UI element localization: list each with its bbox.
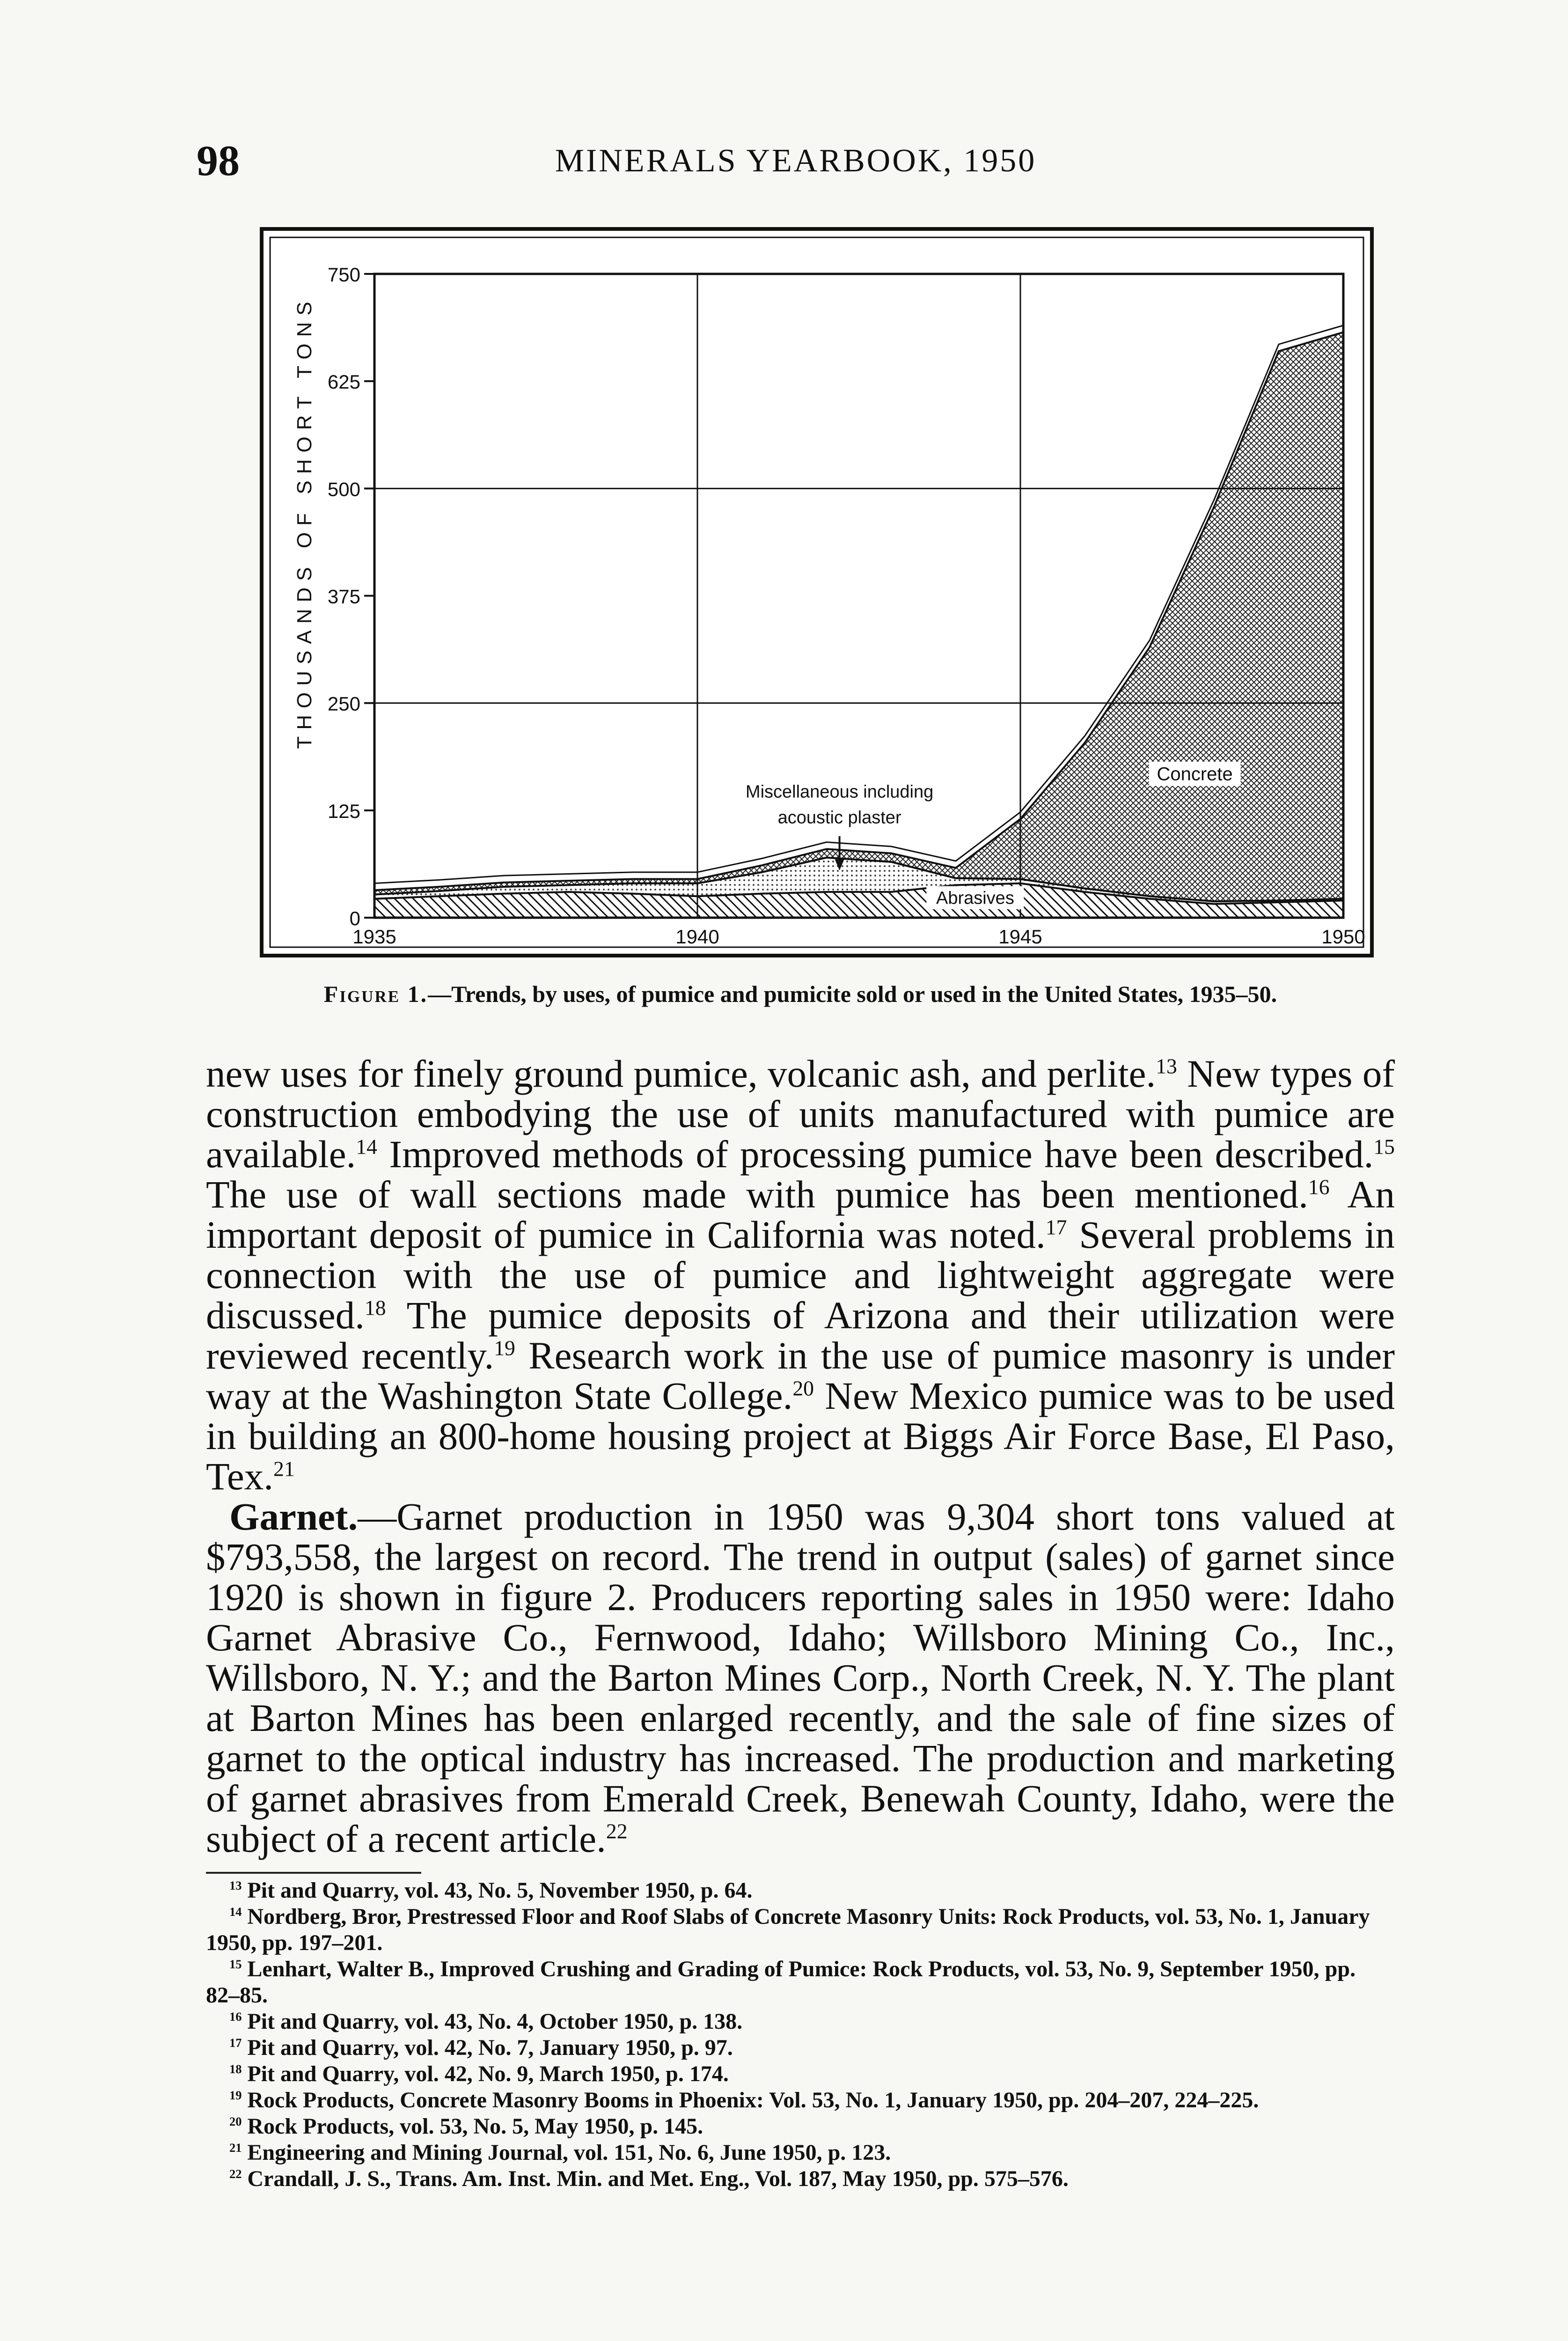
footnote-text: Pit and Quarry, vol. 42, No. 9, March 1950, p. 174.	[242, 2061, 729, 2086]
page-number: 98	[197, 137, 240, 184]
footnote-number: 15	[229, 1957, 242, 1971]
footnote	[206, 1877, 1395, 1904]
footnote-text: Pit and Quarry, vol. 43, No. 4, October 1950, p. 138.	[242, 2009, 743, 2034]
figure-label: Figure 1.	[323, 981, 428, 1007]
footnote	[206, 2009, 1395, 2035]
footnote-number: 20	[229, 2114, 242, 2128]
footnote-number: 16	[229, 2010, 242, 2024]
footnote-text: Pit and Quarry, vol. 43, No. 5, November 1950, p. 64.	[242, 1878, 753, 1903]
y-tick-label: 0	[349, 907, 360, 929]
annotation-misc-2: acoustic plaster	[777, 808, 901, 828]
running-head: MINERALS YEARBOOK, 1950	[555, 143, 1037, 179]
footnote-text: Crandall, J. S., Trans. Am. Inst. Min. and Met. Eng., Vol. 187, May 1950, pp. 575–576.	[242, 2166, 1069, 2191]
figure-caption	[206, 981, 1395, 1007]
y-tick-label: 500	[327, 478, 360, 501]
x-tick-label: 1945	[998, 926, 1042, 948]
pumice-trends-chart	[260, 227, 1374, 957]
y-tick-label: 125	[327, 800, 360, 822]
y-tick-label: 750	[327, 264, 360, 286]
footnote-text: Pit and Quarry, vol. 42, No. 7, January 1950, p. 97.	[242, 2035, 733, 2060]
footnote	[206, 2113, 1395, 2140]
annotation-misc: Miscellaneous including	[745, 782, 934, 802]
body-text	[206, 1053, 1395, 1859]
annotation-abrasives: Abrasives	[936, 888, 1014, 908]
footnote	[206, 2035, 1395, 2061]
footnote-text: Rock Products, Concrete Masonry Booms in Phoenix: Vol. 53, No. 1, January 1950, pp. 204–207, 224–225.	[242, 2088, 1259, 2113]
footnote-text: Engineering and Mining Journal, vol. 151, No. 6, June 1950, p. 123.	[242, 2140, 891, 2165]
footnote	[206, 1904, 1395, 1956]
footnote	[206, 1956, 1395, 2009]
footnote-number: 17	[229, 2036, 242, 2050]
footnote-text: Lenhart, Walter B., Improved Crushing and Grading of Pumice: Rock Products, vol. 53, No. 9, September 1950, pp. 82–85.	[206, 1957, 1356, 2008]
paragraph-garnet: Garnet.—Garnet production in 1950 was 9,304 short tons valued at $793,558, the largest on record. The trend in output (sales) of garnet since 1920 is shown in figure 2. Producers reporting sales in 1950 were: Idaho Garnet Abrasive Co., Fernwood, Idaho; Willsboro Mining Co., Inc., Willsboro, N. Y.; and the Barton Mines Corp., North Creek, N. Y. The plant at Barton Mines has been enlarged recently, and the sale of fine sizes of garnet to the optical industry has increased. The production and marketing of garnet abrasives from Emerald Creek, Benewah County, Idaho, were the subject of a recent article.$^{22}$	[206, 1495, 1395, 1860]
y-tick-label: 625	[327, 371, 360, 393]
footnote-number: 13	[229, 1878, 242, 1892]
footnote-number: 21	[229, 2141, 242, 2155]
annotation-concrete: Concrete	[1157, 764, 1233, 785]
footnotes	[206, 1877, 1395, 2192]
footnote-number: 14	[229, 1905, 242, 1919]
footnote-number: 22	[229, 2167, 242, 2181]
footnote-text: Nordberg, Bror, Prestressed Floor and Roof Slabs of Concrete Masonry Units: Rock Products, vol. 53, No. 1, January 1950, pp. 197–201.	[206, 1904, 1370, 1955]
x-tick-label: 1950	[1321, 926, 1365, 948]
x-tick-label: 1935	[352, 926, 396, 948]
figure-1	[260, 227, 1374, 957]
page-header	[197, 136, 1395, 187]
footnote	[206, 2087, 1395, 2113]
footnote	[206, 2061, 1395, 2087]
footnote-number: 18	[229, 2062, 242, 2076]
paragraph-pumice: new uses for finely ground pumice, volcanic ash, and perlite.$^{13}$ New types of construction embodying the use of units manufactured with pumice are available.$^{14}$ Improved methods of processing pumice have been described.$^{15}$ The use of wall sections made with pumice has been mentioned.$^{16}$ An important deposit of pumice in California was noted.$^{17}$ Several problems in connection with the use of pumice and lightweight aggregate were discussed.$^{18}$ The pumice deposits of Arizona and their utilization were reviewed recently.$^{19}$ Research work in the use of pumice masonry is under way at the Washington State College.$^{20}$ New Mexico pumice was to be used in building an 800-home housing project at Biggs Air Force Base, El Paso, Tex.$^{21}$	[206, 1052, 1395, 1498]
y-axis-label: THOUSANDS OF SHORT TONS	[293, 295, 316, 749]
footnote	[206, 2166, 1395, 2192]
figure-caption-text: —Trends, by uses, of pumice and pumicite sold or used in the United States, 1935–50.	[428, 981, 1277, 1007]
footnote-number: 19	[229, 2088, 242, 2102]
y-tick-label: 375	[327, 585, 360, 608]
footnote-rule	[206, 1872, 421, 1874]
x-tick-label: 1940	[675, 926, 719, 948]
garnet-heading: Garnet.	[229, 1495, 358, 1538]
footnote-text: Rock Products, vol. 53, No. 5, May 1950, p. 145.	[242, 2114, 703, 2139]
footnote	[206, 2140, 1395, 2166]
y-tick-label: 250	[327, 692, 360, 715]
